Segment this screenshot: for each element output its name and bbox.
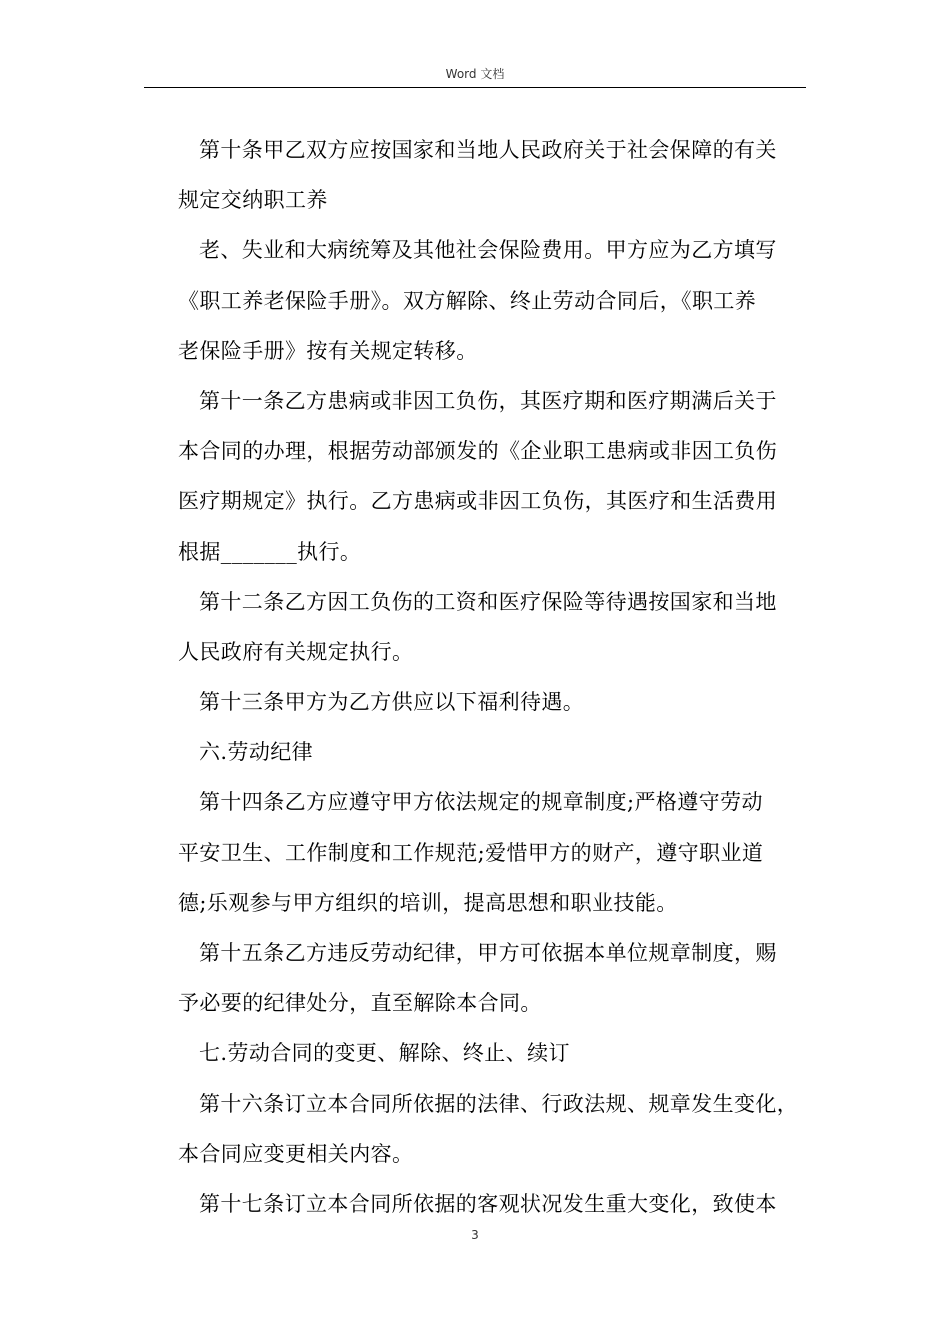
text-line: 人民政府有关规定执行。 (178, 639, 414, 664)
text-line: 根据_______执行。 (178, 539, 362, 564)
text-line: 平安卫生、工作制度和工作规范;爱惜甲方的财产，遵守职业道 (178, 840, 764, 865)
text-line: 本合同应变更相关内容。 (178, 1141, 414, 1166)
document-body (178, 125, 808, 1229)
text-line: 德;乐观参与甲方组织的培训，提高思想和职业技能。 (178, 890, 678, 915)
text-line: 《职工养老保险手册》。双方解除、终止劳动合同后，《职工养 (178, 288, 757, 313)
text-line: 予必要的纪律处分，直至解除本合同。 (178, 991, 542, 1016)
text-line: 第十五条乙方违反劳动纪律，甲方可依据本单位规章制度，赐 (199, 941, 777, 965)
text-line: 第十三条甲方为乙方供应以下福利待遇。 (199, 690, 585, 715)
header-title: Word 文档 (445, 67, 505, 81)
text-line: 本合同的办理，根据劳动部颁发的《企业职工患病或非因工负伤 (178, 439, 778, 464)
text-line: 第十条甲乙双方应按国家和当地人民政府关于社会保障的有关 (199, 138, 777, 162)
text-line: 规定交纳职工养 (178, 188, 328, 213)
header-divider (144, 87, 806, 88)
text-line: 七.劳动合同的变更、解除、终止、续订 (199, 1041, 570, 1066)
text-line: 第十七条订立本合同所依据的客观状况发生重大变化，致使本 (199, 1191, 777, 1216)
text-line: 六.劳动纪律 (199, 740, 314, 765)
text-line: 老、失业和大病统筹及其他社会保险费用。甲方应为乙方填写 (199, 238, 777, 263)
text-line: 医疗期规定》执行。乙方患病或非因工负伤，其医疗和生活费用 (178, 489, 778, 514)
page-number: 3 (471, 1228, 479, 1242)
text-line: 老保险手册》按有关规定转移。 (178, 338, 478, 363)
text-line: 第十四条乙方应遵守甲方依法规定的规章制度;严格遵守劳动 (199, 790, 763, 815)
text-line: 第十六条订立本合同所依据的法律、行政法规、规章发生变化， (199, 1091, 799, 1116)
text-line: 第十二条乙方因工负伤的工资和医疗保险等待遇按国家和当地 (199, 589, 777, 614)
text-line: 第十一条乙方患病或非因工负伤，其医疗期和医疗期满后关于 (199, 388, 777, 413)
